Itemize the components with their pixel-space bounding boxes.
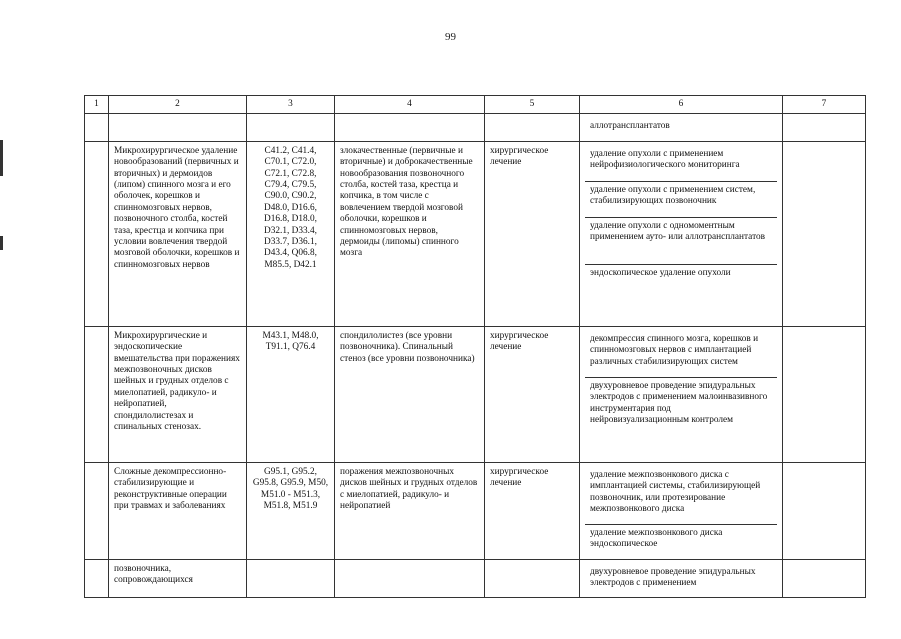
row-number-cell <box>85 114 109 141</box>
intervention-name-cell: позвоночника, сопровождающихся <box>109 559 247 598</box>
cost-cell <box>783 141 866 326</box>
treatment-type-cell <box>485 114 580 141</box>
header-row <box>85 96 866 114</box>
patient-model-cell: злокачественные (первичные и вторичные) и доброкачественные новообразования позвоночного столба, костей таза, крестца и копчика, в том числе с вовлечением твердой мозговой оболочки, корешков и спинномозговых нервов, дермоиды (липомы) спинного мозга <box>335 141 485 326</box>
treatment-type-cell: хирургическое лечение <box>485 326 580 462</box>
treatment-method-item: удаление межпозвонкового диска эндоскопическое <box>590 527 723 550</box>
treatment-type-cell: хирургическое лечение <box>485 462 580 559</box>
intervention-name-cell <box>109 114 247 141</box>
treatment-methods-cell <box>580 559 783 598</box>
cost-cell <box>783 559 866 598</box>
row-number-cell <box>85 326 109 462</box>
table-row <box>85 114 866 141</box>
treatment-method-item: аллотрансплантатов <box>590 121 670 132</box>
column-header-6: 6 <box>580 96 783 114</box>
row-number-cell <box>85 462 109 559</box>
scan-edge-mark <box>0 236 3 250</box>
column-header-3: 3 <box>247 96 335 114</box>
column-header-4: 4 <box>335 96 485 114</box>
page-number: 99 <box>445 31 456 43</box>
intervention-name-cell: Сложные декомпрессионно-стабилизирующие и реконструктивные операции при травмах и заболеваниях <box>109 462 247 559</box>
column-header-7: 7 <box>783 96 866 114</box>
column-header-1: 1 <box>85 96 109 114</box>
cost-cell <box>783 114 866 141</box>
treatment-methods-cell <box>580 462 783 559</box>
table-row <box>85 141 866 326</box>
intervention-name-cell: Микрохирургические и эндоскопические вмешательства при поражениях межпозвоночных дисков шейных и грудных отделов с миелопатией, радикуло- и нейропатией, спондилолистезах и спинальных стенозах. <box>109 326 247 462</box>
treatment-method-item: двухуровневое проведение эпидуральных электродов с применением <box>590 566 756 589</box>
treatment-type-cell: хирургическое лечение <box>485 141 580 326</box>
treatment-method-item: декомпрессия спинного мозга, корешков и спинномозговых нервов с имплантацией различных стабилизирующих систем <box>585 331 777 378</box>
treatment-methods-cell <box>580 141 783 326</box>
icd-codes-cell: G95.1, G95.2, G95.8, G95.9, M50, M51.0 - M51.3, M51.8, M51.9 <box>247 462 335 559</box>
treatment-method-item: удаление опухоли с применением систем, стабилизирующих позвоночник <box>585 182 777 218</box>
icd-codes-cell: M43.1, M48.0, T91.1, Q76.4 <box>247 326 335 462</box>
row-number-cell <box>85 559 109 598</box>
treatment-method-item: двухуровневое проведение эпидуральных электродов с применением малоинвазивного инструментария под нейровизуализационным контролем <box>590 380 768 426</box>
patient-model-cell <box>335 559 485 598</box>
row-number-cell <box>85 141 109 326</box>
patient-model-cell: спондилолистез (все уровни позвоночника). Спинальный стеноз (все уровни позвоночника) <box>335 326 485 462</box>
treatment-method-item: удаление опухоли с одномоментным применением ауто- или аллотрансплантатов <box>585 218 777 265</box>
table-row <box>85 462 866 559</box>
table-row <box>85 559 866 598</box>
intervention-name-cell: Микрохирургическое удаление новообразований (первичных и вторичных) и дермоидов (липом) спинного мозга и его оболочек, корешков и спинномозговых нервов, позвоночного столба, костей таза, крестца и копчика при условии вовлечения твердой мозговой оболочки, корешков и спинномозговых нервов <box>109 141 247 326</box>
treatment-type-cell <box>485 559 580 598</box>
icd-codes-cell <box>247 559 335 598</box>
treatment-method-item: удаление межпозвонкового диска с имплантацией системы, стабилизирующей позвоночник, или протезирование межпозвонкового диска <box>585 467 777 525</box>
medical-care-table <box>84 95 866 598</box>
cost-cell <box>783 462 866 559</box>
scan-edge-mark <box>0 140 3 176</box>
patient-model-cell: поражения межпозвоночных дисков шейных и грудных отделов с миелопатией, радикуло- и нейропатией <box>335 462 485 559</box>
treatment-methods-cell <box>580 326 783 462</box>
icd-codes-cell <box>247 114 335 141</box>
column-header-2: 2 <box>109 96 247 114</box>
treatment-methods-cell <box>580 114 783 141</box>
treatment-method-item: эндоскопическое удаление опухоли <box>590 267 731 278</box>
icd-codes-cell: C41.2, C41.4, C70.1, C72.0, C72.1, C72.8, C79.4, C79.5, C90.0, C90.2, D48.0, D16.6, D16.8, D18.0, D32.1, D33.4, D33.7, D36.1, D43.4, Q06.8, M85.5, D42.1 <box>247 141 335 326</box>
patient-model-cell <box>335 114 485 141</box>
cost-cell <box>783 326 866 462</box>
treatment-method-item: удаление опухоли с применением нейрофизиологического мониторинга <box>585 146 777 182</box>
table-row <box>85 326 866 462</box>
column-header-5: 5 <box>485 96 580 114</box>
